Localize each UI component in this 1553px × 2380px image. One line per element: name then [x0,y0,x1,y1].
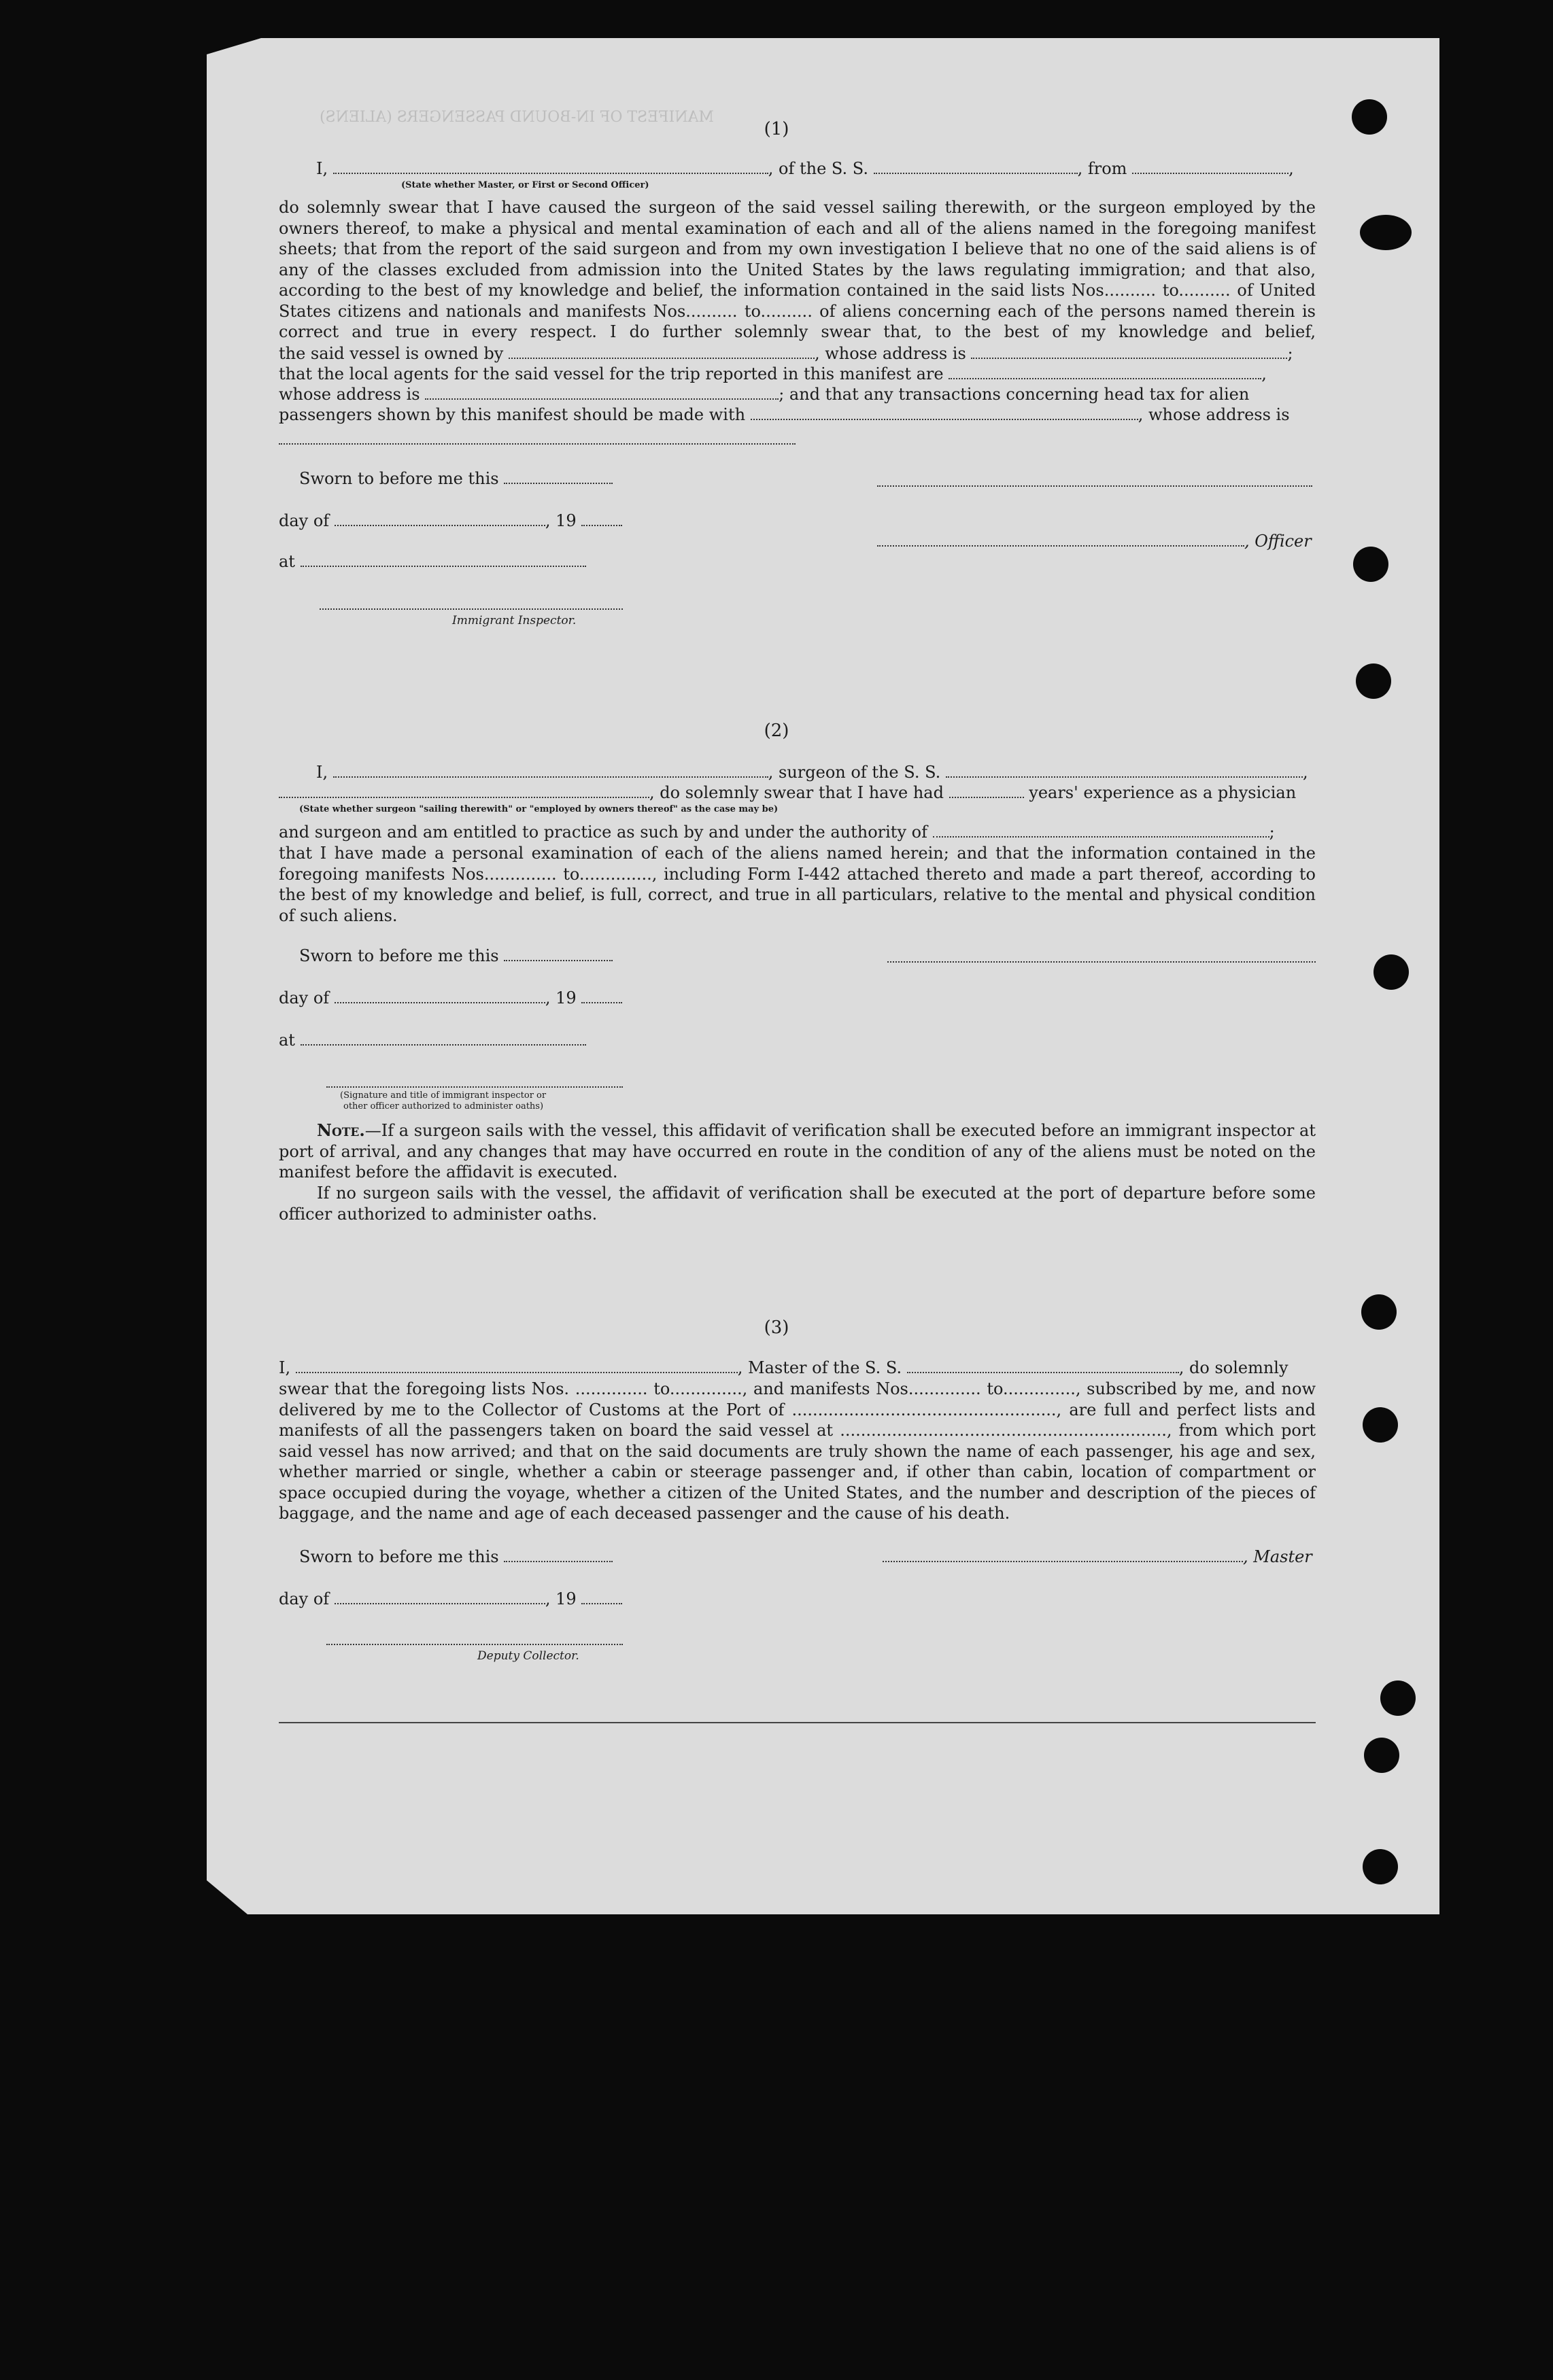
note-label: Note. [317,1120,365,1140]
label-year-3: , 19 [545,1589,577,1608]
punch-hole [1363,1849,1398,1884]
label-master-of: , Master of the S. S. [737,1358,902,1377]
label-do-solemnly-2: , do solemnly swear that I have had [649,783,944,802]
section-1-line-1: I, , of the S. S. , from , [316,159,1294,178]
label-local-agents: that the local agents for the said vessel for the trip reported in this manifest are [279,364,944,383]
section-2-line-1: I, , surgeon of the S. S. , [316,763,1308,782]
section-3-number: (3) [764,1317,789,1338]
authority-field[interactable] [933,824,1269,838]
at-line-1 [279,552,586,571]
day-of-line-3 [279,1589,622,1608]
officer-signature-field[interactable] [877,533,1244,547]
name-field[interactable] [333,160,768,174]
punch-hole [1363,1407,1398,1443]
punch-hole [1353,547,1388,582]
bottom-rule [279,1722,1316,1723]
label-sworn: Sworn to before me this [299,469,499,488]
deputy-collector-signature-line[interactable] [326,1644,623,1645]
at-line-2 [279,1031,586,1050]
label-passengers-shown: passengers shown by this manifest should be made with [279,405,746,424]
label-at: at [279,552,295,571]
years-field[interactable] [949,784,1024,798]
sworn-line-3 [299,1547,613,1566]
section-2-line-2 [279,783,1296,802]
label-sworn-3: Sworn to before me this [299,1547,499,1566]
local-agents-line: that the local agents for the said vessel for the trip reported in this manifest are , [279,364,1267,383]
label-authority: and surgeon and am entitled to practice as such by and under the authority of [279,823,927,842]
label-whose-address-3: , whose address is [1138,405,1290,424]
faint-header: MANIFEST OF IN-BOUND PASSENGERS (ALIENS) [320,109,714,126]
year-field[interactable] [581,513,622,526]
owner-address-field[interactable] [971,345,1287,359]
sworn-line-2 [299,946,613,965]
label-owned-by: the said vessel is owned by [279,344,504,363]
from-field[interactable] [1132,160,1289,174]
signature-caption-2: other officer authorized to administer oaths) [343,1101,544,1111]
label-do-solemnly-3: , do solemnly [1178,1358,1289,1377]
section-2-paragraph: that I have made a personal examination of each of the aliens named herein; and that the information contained in the foregoing manifests Nos.............. to.............., including Form I-442 attached thereto and made a part thereof, according to the best of my knowledge and belief, is full, correct, and true in all particulars, relative to the mental and physical condition of such aliens. [279,844,1316,925]
label-whose-address-2: whose address is [279,385,420,404]
label-of-ss: , of the S. S. [768,159,868,178]
label-i: I, [316,159,328,178]
section-3-paragraph: swear that the foregoing lists Nos. .............. to.............., and manifests Nos.............. to.............., subscribed by me, and now delivered by me to the Collector of Customs at the Port of ..................................................., are full and perfect lists and manifests of all the passengers taken on board the said vessel at ..............................................................., from which port said vessel has now arrived; and that on the said documents are truly shown the name of each passenger, his age and sex, whether married or single, whether a cabin or steerage passenger and, if other than cabin, location of compartment or space occupied during the voyage, whether a citizen of the United States, and the number and description of the pieces of baggage, and the name and age of each deceased passenger and the cause of his death. [279,1379,1316,1523]
agents-address-field[interactable] [425,386,779,400]
head-tax-line [279,385,1249,404]
vessel-field[interactable] [874,160,1078,174]
label-whose-address: , whose address is [814,344,966,363]
agents-field[interactable] [949,366,1261,379]
month-field[interactable] [335,513,545,526]
label-day-of-3: day of [279,1589,330,1608]
sworn-day-field[interactable] [504,470,613,484]
year-field-2[interactable] [581,990,622,1003]
day-of-line-2 [279,988,622,1007]
section-1-paragraph: do solemnly swear that I have caused the surgeon of the said vessel sailing therewith, or the surgeon employed by the owners thereof, to make a physical and mental examination of each and all of the aliens named in the foregoing manifest sheets; that from the report of the said surgeon and from my own investigation I believe that no one of the said aliens is of any of the classes excluded from admission into the United States by the laws regulating immigration; and that also, according to the best of my knowledge and belief, the information contained in the said lists Nos.......... to.......... of United States citizens and nationals and manifests Nos.......... to.......... of aliens concerning each of the persons named therein is correct and true in every respect. I do further solemnly swear that, to the best of my knowledge and belief, [279,198,1316,341]
label-sworn-2: Sworn to before me this [299,946,499,965]
label-i-3: I, [279,1358,291,1377]
owned-by-line: the said vessel is owned by , whose address is ; [279,344,1293,363]
punch-hole [1356,663,1391,699]
sworn-day-field-2[interactable] [504,948,613,961]
section-3-line-1 [279,1358,1289,1377]
note-text: —If a surgeon sails with the vessel, this affidavit of verification shall be executed before an immigrant inspector at port of arrival, and any changes that may have occurred en route in the condition of any of the aliens must be noted on the manifest before the affidavit is executed. [279,1121,1316,1182]
label-from: , from [1077,159,1127,178]
label-years-exp: years' experience as a physician [1029,783,1297,802]
surgeon-name-field[interactable] [333,764,768,778]
vessel-field-2[interactable] [946,764,1303,778]
label-officer: , Officer [1244,532,1312,551]
label-i-2: I, [316,763,328,782]
master-signature-line [883,1547,1312,1566]
deputy-collector-caption: Deputy Collector. [477,1649,579,1663]
sworn-line-1 [299,469,613,488]
immigrant-inspector-caption: Immigrant Inspector. [452,614,577,627]
caption-officer-type: (State whether Master, or First or Second Officer) [401,180,649,190]
signature-caption-1: (Signature and title of immigrant inspector or [340,1090,547,1101]
place-field-2[interactable] [301,1032,586,1046]
head-tax-contact-field[interactable] [751,407,1138,420]
month-field-3[interactable] [335,1591,545,1604]
punch-hole [1373,954,1409,990]
officer-signature-line-top[interactable] [877,485,1312,487]
label-year: , 19 [545,511,577,530]
authorized-officer-signature-line[interactable] [326,1086,623,1088]
sworn-day-field-3[interactable] [504,1549,613,1562]
punch-hole [1364,1738,1399,1773]
place-field[interactable] [301,553,586,567]
label-day-of: day of [279,511,330,530]
inspector-signature-line[interactable] [320,608,623,610]
section-1-number: (1) [764,119,789,139]
note-paragraph-2: If no surgeon sails with the vessel, the affidavit of verification shall be executed at the port of departure before some officer authorized to administer oaths. [279,1184,1316,1224]
label-master: , Master [1243,1547,1312,1566]
punch-hole [1360,215,1412,250]
master-signature-field[interactable] [883,1549,1243,1562]
officer-line [877,532,1312,551]
master-name-field[interactable] [296,1360,738,1373]
punch-hole [1380,1680,1416,1716]
year-field-3[interactable] [581,1591,622,1604]
surgeon-type-field[interactable] [279,784,649,798]
address-continuation-line[interactable] [279,443,796,445]
section-2-number: (2) [764,721,789,741]
label-year-2: , 19 [545,988,577,1007]
surgeon-signature-line[interactable] [887,961,1316,963]
caption-surgeon-type: (State whether surgeon "sailing therewith" or "employed by owners thereof" as the case may be) [299,804,779,814]
label-day-of-2: day of [279,988,330,1007]
label-at-2: at [279,1031,295,1050]
authority-line: and surgeon and am entitled to practice as such by and under the authority of ; [279,823,1275,842]
day-of-line-1 [279,511,622,530]
label-head-tax: ; and that any transactions concerning head tax for alien [779,385,1250,404]
passengers-line [279,405,1290,424]
month-field-2[interactable] [335,990,545,1003]
owner-field[interactable] [509,345,815,359]
note-paragraph [279,1120,1316,1183]
label-surgeon-of: , surgeon of the S. S. [768,763,941,782]
vessel-field-3[interactable] [907,1360,1179,1373]
